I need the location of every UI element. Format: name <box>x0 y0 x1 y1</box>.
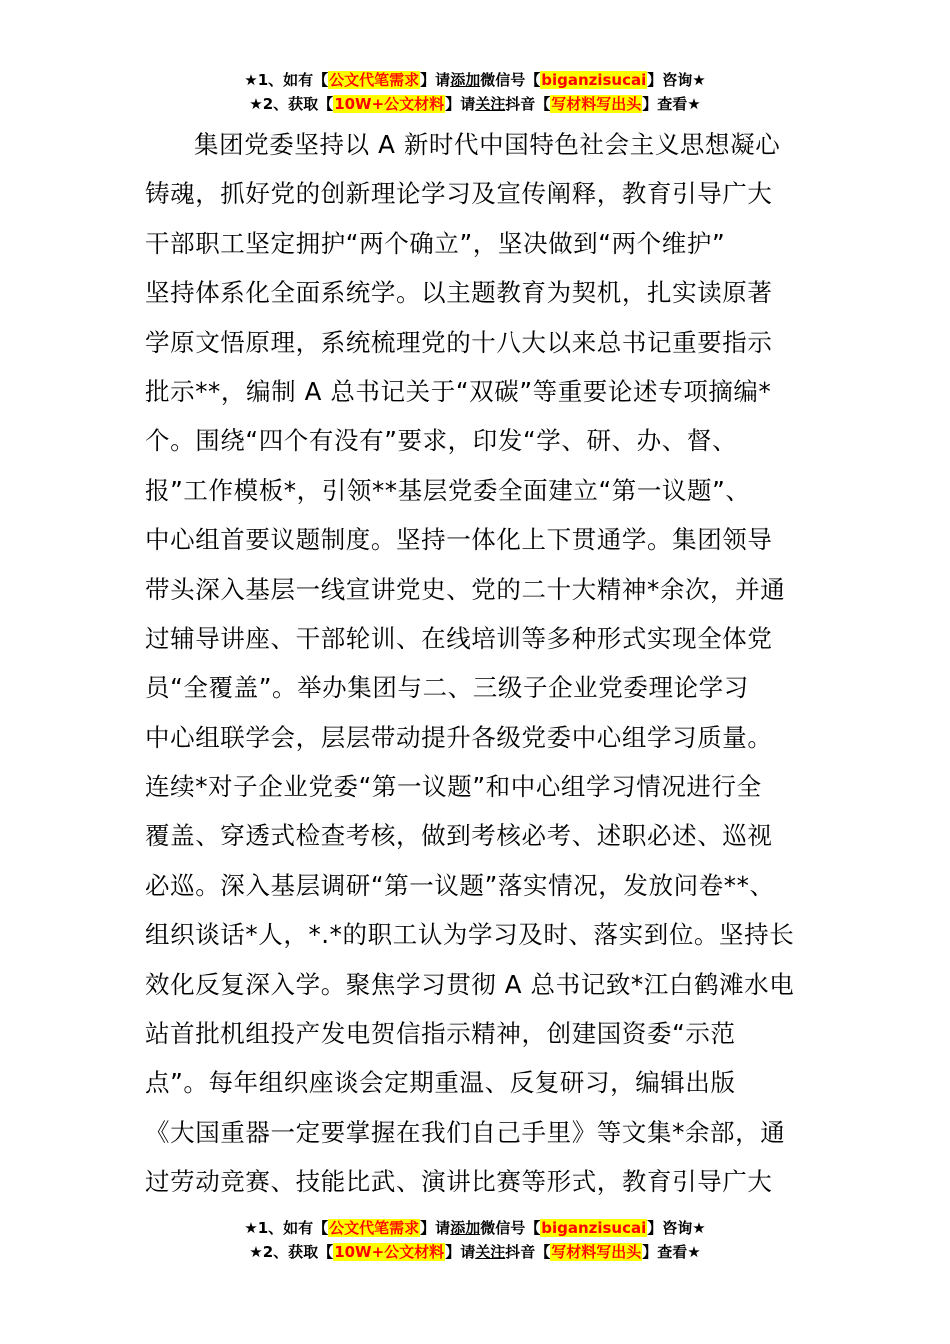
banner-text: 抖音【 <box>505 95 551 113</box>
body-line: 学原文悟原理，系统梳理党的十八大以来总书记重要指示 <box>145 327 773 357</box>
banner-highlight: 公文代笔需求 <box>329 1219 420 1237</box>
body-line: 铸魂，抓好党的创新理论学习及宣传阐释，教育引导广大 <box>145 179 773 209</box>
body-line: 《大国重器一定要掌握在我们自己手里》等文集*余部，通 <box>145 1117 786 1147</box>
body-line: 中心组联学会，层层带动提升各级党委中心组学习质量。 <box>145 722 773 752</box>
banner-text: ★2、获取【 <box>249 1243 334 1261</box>
body-line: 集团党委坚持以 A 新时代中国特色社会主义思想凝心 <box>194 130 781 159</box>
banner-line-2 <box>0 92 950 116</box>
body-line: 员“全覆盖”。举办集团与二、三级子企业党委理论学习 <box>145 673 749 703</box>
body-line: 中心组首要议题制度。坚持一体化上下贯通学。集团领导 <box>145 525 773 555</box>
banner-text: 】请 <box>420 1219 451 1237</box>
banner-text: ★1、如有【 <box>244 1219 329 1237</box>
body-line: 过劳动竞赛、技能比武、演讲比赛等形式，教育引导广大 <box>145 1167 773 1197</box>
banner-emphasis: 关注 <box>475 1243 506 1261</box>
body-line: 必巡。深入基层调研“第一议题”落实情况，发放问卷**、 <box>145 870 775 900</box>
body-line: 覆盖、穿透式检查考核，做到考核必考、述职必述、巡视 <box>145 821 773 851</box>
banner-text: 】请 <box>420 71 451 89</box>
body-line: 带头深入基层一线宣讲党史、党的二十大精神*余次，并通 <box>145 574 786 604</box>
banner-text: 微信号【 <box>480 1219 541 1237</box>
banner-text: ★2、获取【 <box>249 95 334 113</box>
banner-highlight: 10W+公文材料 <box>334 95 445 113</box>
banner-text: ★1、如有【 <box>244 71 329 89</box>
banner-line-1 <box>0 1216 950 1240</box>
body-line: 点”。每年组织座谈会定期重温、反复研习，编辑出版 <box>145 1068 736 1098</box>
banner-line-2 <box>0 1240 950 1264</box>
banner-highlight: 10W+公文材料 <box>334 1243 445 1261</box>
banner-wechat-id: biganzisucai <box>541 1219 647 1237</box>
banner-douyin-id: 写材料写出头 <box>551 1243 642 1261</box>
footer-banner <box>0 1216 950 1264</box>
body-paragraph <box>145 120 825 1207</box>
body-line: 坚持体系化全面系统学。以主题教育为契机，扎实读原著 <box>145 278 773 308</box>
banner-text: 】请 <box>445 1243 476 1261</box>
banner-text: 】查看★ <box>642 1243 701 1261</box>
banner-text: 微信号【 <box>480 71 541 89</box>
banner-text: 】请 <box>445 95 476 113</box>
banner-emphasis: 添加 <box>450 1219 481 1237</box>
body-line: 批示**，编制 A 总书记关于“双碳”等重要论述专项摘编* <box>145 376 772 406</box>
banner-wechat-id: biganzisucai <box>541 71 647 89</box>
banner-line-1 <box>0 68 950 92</box>
body-line: 站首批机组投产发电贺信指示精神，创建国资委“示范 <box>145 1019 736 1049</box>
body-line: 连续*对子企业党委“第一议题”和中心组学习情况进行全 <box>145 772 762 802</box>
body-line: 组织谈话*人，*.*的职工认为学习及时、落实到位。坚持长 <box>145 920 795 950</box>
banner-douyin-id: 写材料写出头 <box>551 95 642 113</box>
body-line: 干部职工坚定拥护“两个确立”，坚决做到“两个维护” <box>145 228 726 258</box>
body-line: 个。围绕“四个有没有”要求，印发“学、研、办、督、 <box>145 426 738 456</box>
body-line: 报”工作模板*，引领**基层党委全面建立“第一议题”、 <box>145 475 751 505</box>
body-line: 效化反复深入学。聚焦学习贯彻 A 总书记致*江白鹤滩水电 <box>145 969 795 999</box>
body-line: 过辅导讲座、干部轮训、在线培训等多种形式实现全体党 <box>145 623 773 653</box>
header-banner <box>0 68 950 116</box>
banner-emphasis: 添加 <box>450 71 481 89</box>
banner-text: 】咨询★ <box>647 71 706 89</box>
banner-highlight: 公文代笔需求 <box>329 71 420 89</box>
banner-text: 】查看★ <box>642 95 701 113</box>
banner-emphasis: 关注 <box>475 95 506 113</box>
banner-text: 抖音【 <box>505 1243 551 1261</box>
banner-text: 】咨询★ <box>647 1219 706 1237</box>
